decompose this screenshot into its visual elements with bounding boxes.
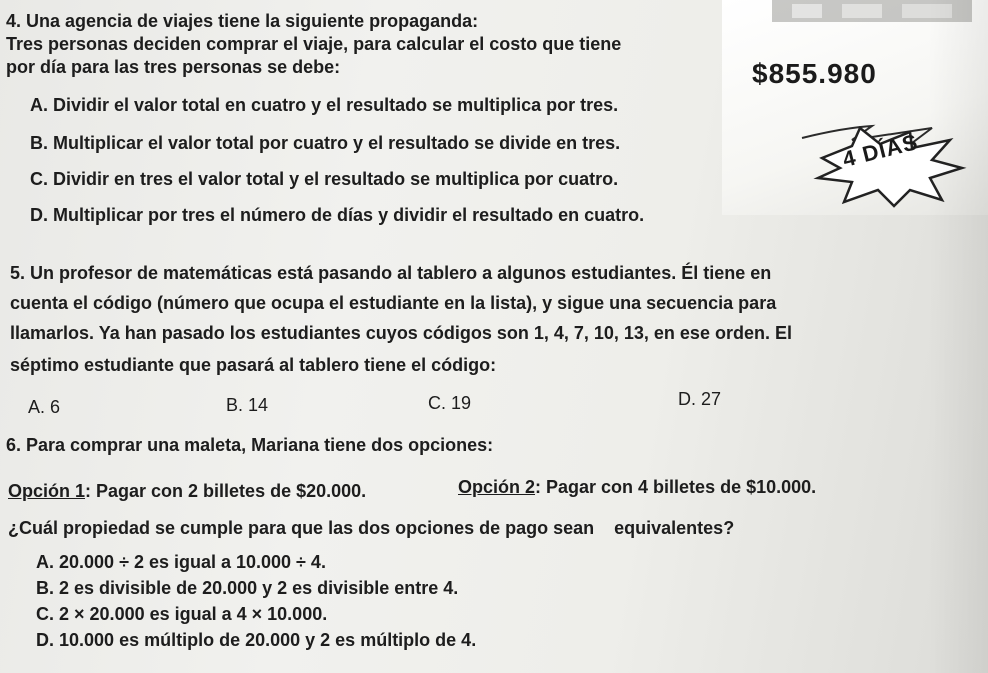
q6-option-2-label: Opción 2 [458,477,536,497]
q6-answer-b-letter: B. [36,578,54,598]
q6-option-2 [458,476,816,498]
q4-option-b: B. Multiplicar el valor total por cuatro y el resultado se divide en tres. [30,133,621,153]
q4-text-line-1: Tres personas deciden comprar el viaje, para calcular el costo que tiene [6,34,622,54]
q6-answer-b [36,577,458,599]
ad-days-label: 4 DÍAS [839,129,921,172]
q6-answer-b-text: 2 es divisible de 20.000 y 2 es divisible entre 4. [59,578,459,598]
travel-ad [722,0,988,215]
q6-answer-d-letter: D. [36,630,54,650]
q6-question: ¿Cuál propiedad se cumple para que las dos opciones de pago sean equivalentes? [8,518,735,538]
q4-text-line-2: por día para las tres personas se debe: [6,57,341,77]
q5-text-line-1: 5. Un profesor de matemáticas está pasando al tablero a algunos estudiantes. Él tiene en [10,263,772,283]
q6-answer-c-letter: C. [36,604,54,624]
q5-text-line-4: séptimo estudiante que pasará al tablero tiene el código: [10,355,497,375]
q4-option-d: D. Multiplicar por tres el número de días y dividir el resultado en cuatro. [30,205,645,225]
ad-header-image [742,0,982,30]
q6-title: 6. Para comprar una maleta, Mariana tiene dos opciones: [6,435,494,455]
q6-option-1 [8,480,366,502]
q6-answer-d-text: 10.000 es múltiplo de 20.000 y 2 es múltiplo de 4. [59,630,477,650]
q6-answer-c [36,603,327,625]
q5-option-a: A. 6 [28,397,61,417]
ad-price: $855.980 [752,58,877,89]
q5-text-line-2: cuenta el código (número que ocupa el estudiante en la lista), y sigue una secuencia para [10,293,777,313]
q5-option-c: C. 19 [428,393,472,413]
q6-option-1-label: Opción 1 [8,481,86,501]
q4-option-c: C. Dividir en tres el valor total y el resultado se multiplica por cuatro. [30,169,619,189]
q6-answer-a [36,551,326,573]
q4-option-a: A. Dividir el valor total en cuatro y el resultado se multiplica por tres. [30,95,619,115]
q5-option-b: B. 14 [226,395,269,415]
q6-option-1-text: : Pagar con 2 billetes de $20.000. [85,481,367,501]
q6-answer-a-letter: A. [36,552,54,572]
q6-answer-c-text: 2 × 20.000 es igual a 4 × 10.000. [59,604,328,624]
q6-answer-d [36,629,476,651]
q4-title: 4. Una agencia de viajes tiene la siguiente propaganda: [6,11,479,31]
q5-text-line-3: llamarlos. Ya han pasado los estudiantes cuyos códigos son 1, 4, 7, 10, 13, en ese orden. El [10,323,792,343]
q6-option-2-text: : Pagar con 4 billetes de $10.000. [535,477,817,497]
q6-answer-a-text: 20.000 ÷ 2 es igual a 10.000 ÷ 4. [59,552,326,572]
q5-option-d: D. 27 [678,389,722,409]
